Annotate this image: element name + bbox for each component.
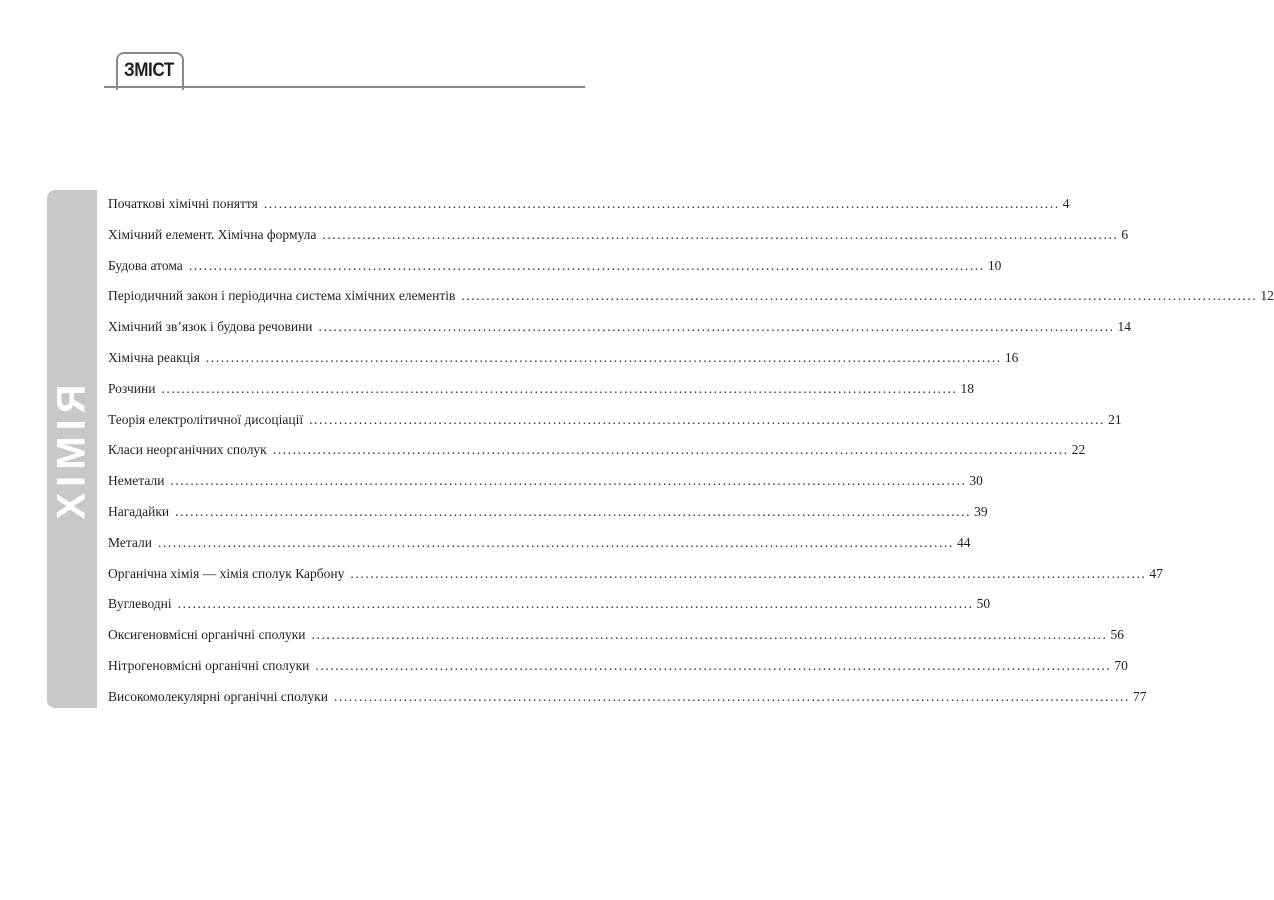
toc-entry[interactable] <box>108 410 1122 441</box>
toc-dot-leader: ................................................................................................................................................................ <box>350 565 1147 581</box>
subject-side-label: ХІМІЯ <box>49 378 94 520</box>
toc-entry-title: Хімічний елемент. Хімічна формула <box>108 226 317 242</box>
toc-entry-title: Нагадайки <box>108 503 170 519</box>
toc-dot-leader: ................................................................................................................................................................ <box>263 196 1060 211</box>
toc-entry-title: Періодичний закон і періодична система хімічних елементів <box>108 288 456 304</box>
toc-entry[interactable] <box>108 594 991 625</box>
toc-entry-title: Нітрогеновмісні органічні сполуки <box>108 657 310 673</box>
toc-entry[interactable] <box>108 225 1129 256</box>
toc-entry[interactable] <box>108 194 1070 225</box>
toc-entry-page: 21 <box>1108 411 1122 427</box>
toc-entry[interactable] <box>108 256 1002 287</box>
toc-dot-leader: ................................................................................................................................................................ <box>161 380 958 396</box>
toc-entry-title: Класи неорганічних сполук <box>108 442 267 458</box>
toc-entry[interactable] <box>108 471 983 502</box>
toc-entry-page: 30 <box>969 473 983 489</box>
toc-entry-page: 16 <box>1004 349 1019 365</box>
toc-entry-page: 56 <box>1110 627 1124 643</box>
toc-entry-title: Високомолекулярні органічні сполуки <box>108 688 328 704</box>
toc-entry-page: 70 <box>1114 657 1128 673</box>
toc-entry-page: 77 <box>1132 688 1147 704</box>
toc-entry-page: 12 <box>1260 288 1274 304</box>
page-title: ЗМІСТ <box>124 60 174 81</box>
toc-entry[interactable] <box>108 286 1274 317</box>
toc-dot-leader: ................................................................................................................................................................ <box>175 503 972 519</box>
toc-dot-leader: ................................................................................................................................................................ <box>309 411 1106 427</box>
toc-entry[interactable] <box>108 533 971 564</box>
toc-entry-page: 10 <box>987 257 1002 273</box>
toc-dot-leader: ................................................................................................................................................................ <box>272 442 1069 458</box>
toc-entry[interactable] <box>108 440 1086 471</box>
toc-dot-leader: ................................................................................................................................................................ <box>461 288 1258 304</box>
toc-entry-page: 18 <box>960 380 974 396</box>
toc-entry-page: 39 <box>974 503 988 519</box>
toc-entry-page: 6 <box>1121 226 1129 242</box>
toc-dot-leader: ................................................................................................................................................................ <box>177 596 974 612</box>
toc-entry-title: Будова атома <box>108 257 183 273</box>
toc-entry[interactable] <box>108 379 974 410</box>
toc-dot-leader: ................................................................................................................................................................ <box>157 534 954 550</box>
toc-entry[interactable] <box>108 564 1163 595</box>
toc-entry[interactable] <box>108 317 1132 348</box>
toc-dot-leader: ................................................................................................................................................................ <box>188 257 985 273</box>
toc-entry-page: 44 <box>956 534 971 550</box>
toc-dot-leader: ................................................................................................................................................................ <box>205 349 1002 365</box>
toc-entry-title: Вуглеводні <box>108 596 172 612</box>
toc-dot-leader: ................................................................................................................................................................ <box>311 627 1108 643</box>
toc-entry-page: 4 <box>1062 196 1070 211</box>
toc-dot-leader: ................................................................................................................................................................ <box>170 473 967 489</box>
toc-entry[interactable] <box>108 687 1147 718</box>
toc-entry[interactable] <box>108 656 1128 687</box>
table-of-contents <box>108 194 1274 718</box>
toc-entry-page: 47 <box>1149 565 1163 581</box>
toc-entry-page: 50 <box>976 596 991 612</box>
toc-entry-page: 14 <box>1117 319 1132 335</box>
toc-entry-title: Неметали <box>108 473 165 489</box>
toc-entry-title: Хімічна реакція <box>108 349 200 365</box>
toc-entry[interactable] <box>108 625 1124 656</box>
toc-entry[interactable] <box>108 502 988 533</box>
toc-entry-title: Метали <box>108 534 152 550</box>
header-rule <box>104 86 585 88</box>
toc-dot-leader: ................................................................................................................................................................ <box>315 657 1112 673</box>
toc-dot-leader: ................................................................................................................................................................ <box>318 319 1115 335</box>
toc-entry-title: Оксигеновмісні органічні сполуки <box>108 627 306 643</box>
toc-entry-title: Розчини <box>108 380 156 396</box>
toc-entry[interactable] <box>108 348 1019 379</box>
toc-entry-title: Початкові хімічні поняття <box>108 196 258 211</box>
toc-dot-leader: ................................................................................................................................................................ <box>333 688 1130 704</box>
toc-entry-title: Хімічний зв’язок і будова речовини <box>108 319 313 335</box>
toc-entry-title: Теорія електролітичної дисоціації <box>108 411 304 427</box>
toc-entry-page: 22 <box>1071 442 1086 458</box>
toc-entry-title: Органічна хімія — хімія сполук Карбону <box>108 565 345 581</box>
toc-dot-leader: ................................................................................................................................................................ <box>322 226 1119 242</box>
